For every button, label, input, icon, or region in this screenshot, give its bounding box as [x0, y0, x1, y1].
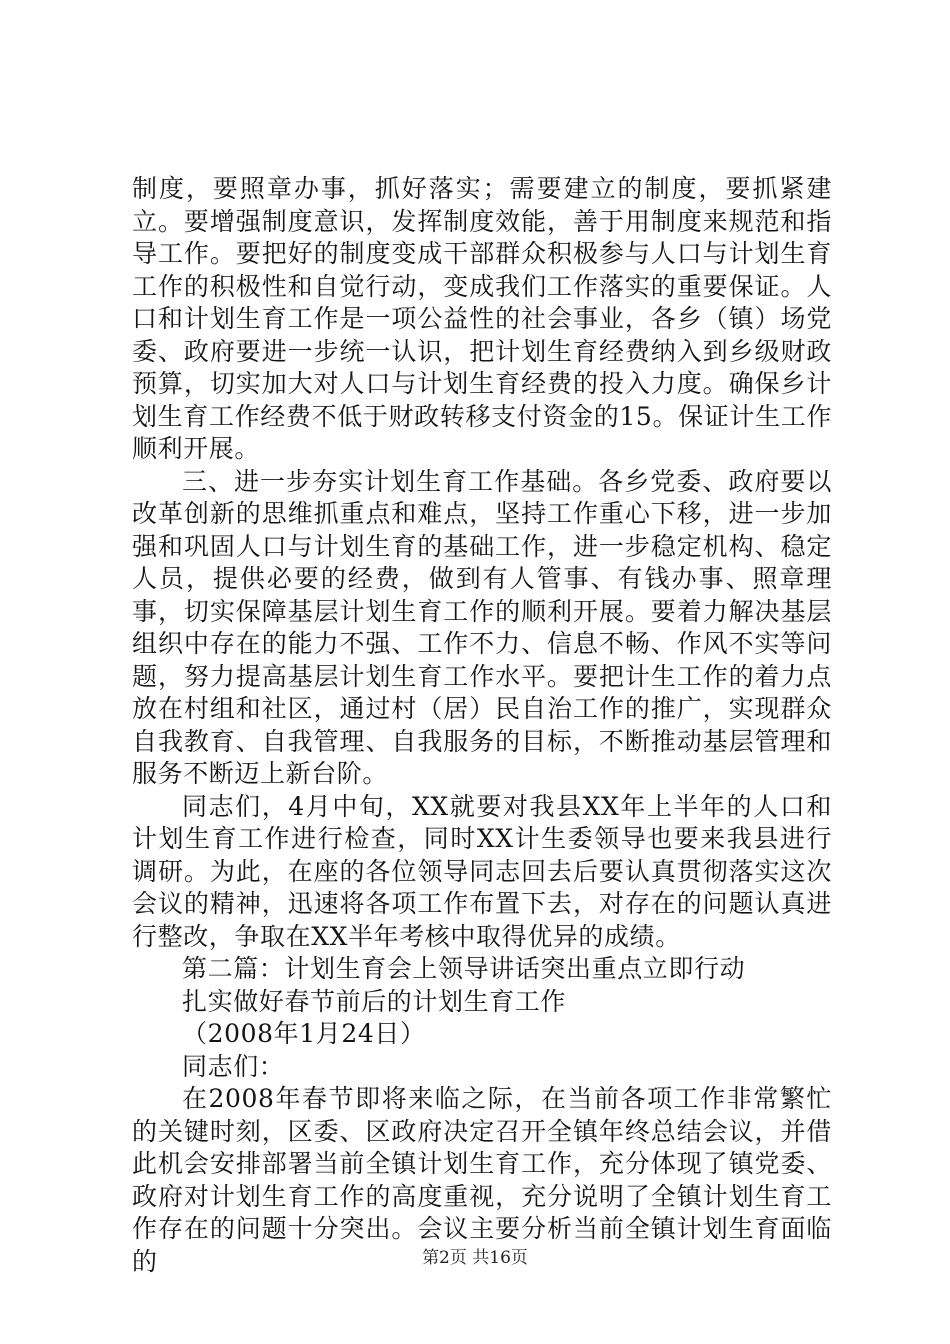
speech-date: （2008年1月24日） — [182, 1019, 426, 1048]
salutation: 同志们： — [182, 1051, 285, 1081]
paragraph-3: 同志们，4月中旬，XX就要对我县XX年上半年的人口和计划生育工作进行检查，同时XX计生委领导也要来我县进行调研。为此，在座的各位领导同志回去后要认真贯彻落实这次会议的精神，迅速将各项工作布置下去，对存在的问题认真进行整改，争取在XX半年考核中取得优异的成绩。 — [132, 791, 832, 951]
document-body — [132, 173, 832, 1278]
paragraph-1: 制度，要照章办事，抓好落实；需要建立的制度，要抓紧建立。要增强制度意识，发挥制度效能，善于用制度来规范和指导工作。要把好的制度变成干部群众积极参与人口与计划生育工作的积极性和自觉行动，变成我们工作落实的重要保证。人口和计划生育工作是一项公益性的社会事业，各乡（镇）场党委、政府要进一步统一认识，把计划生育经费纳入到乡级财政预算，切实加大对人口与计划生育经费的投入力度。确保乡计划生育工作经费不低于财政转移支付资金的15。保证计生工作顺利开展。 — [132, 174, 832, 463]
section-title: 第二篇：计划生育会上领导讲话突出重点立即行动 — [182, 954, 746, 983]
section-subtitle: 扎实做好春节前后的计划生育工作 — [182, 986, 567, 1016]
paragraph-4: 在2008年春节即将来临之际，在当前各项工作非常繁忙的关键时刻，区委、区政府决定召开全镇年终总结会议，并借此机会安排部署当前全镇计划生育工作，充分体现了镇党委、政府对计划生育工作的高度重视，充分说明了全镇计划生育工作存在的问题十分突出。会议主要分析当前全镇计划生育面临的 — [132, 1084, 832, 1276]
paragraph-2: 三、进一步夯实计划生育工作基础。各乡党委、政府要以改革创新的思维抓重点和难点，坚持工作重心下移，进一步加强和巩固人口与计划生育的基础工作，进一步稳定机构、稳定人员，提供必要的经费，做到有人管事、有钱办事、照章理事，切实保障基层计划生育工作的顺利开展。要着力解决基层组织中存在的能力不强、工作不力、信息不畅、作风不实等问题，努力提高基层计划生育工作水平。要把计生工作的着力点放在村组和社区，通过村（居）民自治工作的推广，实现群众自我教育、自我管理、自我服务的目标，不断推动基层管理和服务不断迈上新台阶。 — [132, 466, 832, 788]
page-footer: 第2页 共16页 — [422, 1248, 528, 1268]
